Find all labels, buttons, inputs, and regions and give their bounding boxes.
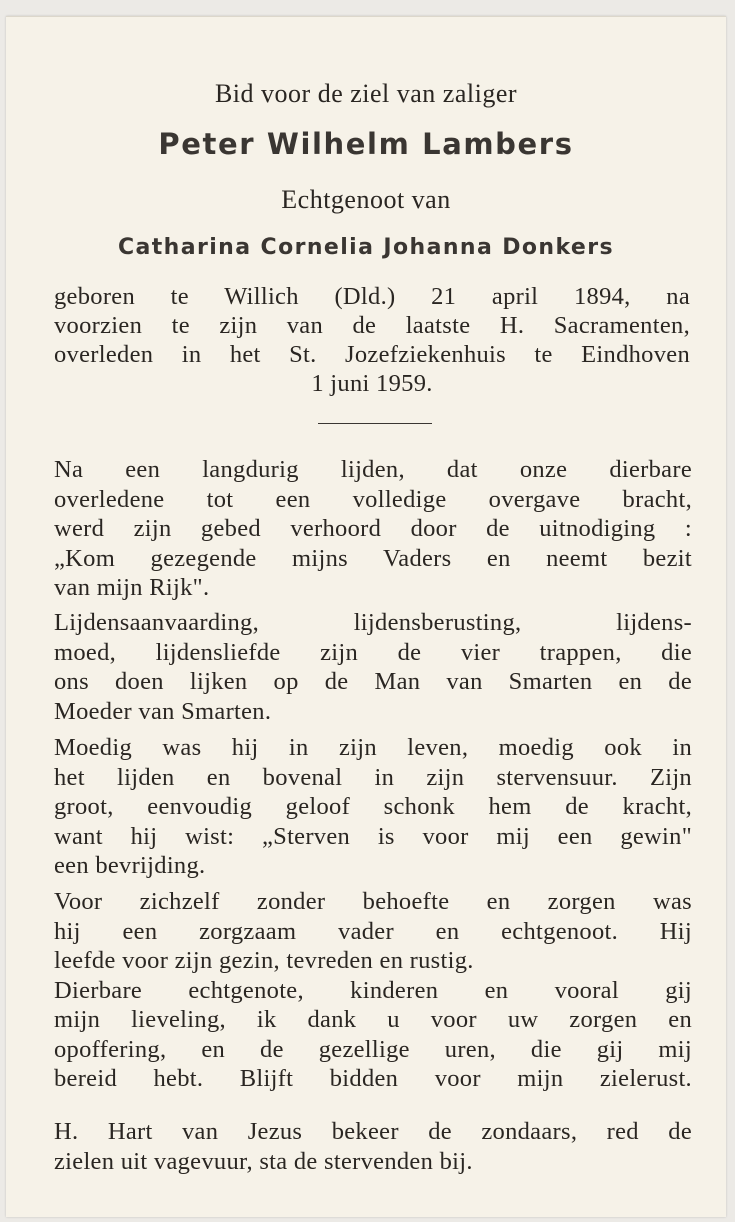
paragraph-line: „Kom gezegende mijns Vaders en neemt bezit (54, 544, 692, 572)
paragraph-line: H. Hart van Jezus bekeer de zondaars, red de (54, 1118, 692, 1145)
birth-line: overleden in het St. Jozefziekenhuis te Eindhoven (54, 341, 690, 368)
deceased-name: Peter Wilhelm Lambers (158, 127, 574, 161)
spouse-intro: Echtgenoot van (281, 185, 451, 214)
paragraph-4 (54, 887, 692, 1094)
paragraph-line: een bevrijding. (54, 852, 206, 879)
paragraph-line: Dierbare echtgenote, kinderen en vooral gij (54, 976, 692, 1004)
paragraph-line: want hij wist: „Sterven is voor mij een gewin" (54, 822, 692, 850)
paragraph-line: opoffering, en de gezellige uren, die gij mij (54, 1035, 692, 1063)
paragraph-2 (54, 608, 692, 726)
paragraph-3 (54, 733, 692, 881)
paragraph-line: het lijden en bovenal in zijn stervensuur. Zijn (54, 763, 692, 791)
paragraph-line: Na een langdurig lijden, dat onze dierbare (54, 456, 692, 483)
divider (318, 423, 432, 424)
birth-line: voorzien te zijn van de laatste H. Sacramenten, (54, 312, 690, 339)
paragraph-line: bereid hebt. Blijft bidden voor mijn zielerust. (54, 1065, 692, 1092)
paragraph-5 (54, 1117, 692, 1176)
paragraph-line: werd zijn gebed verhoord door de uitnodiging : (54, 515, 692, 542)
paragraph-line: overledene tot een volledige overgave bracht, (54, 485, 692, 513)
paragraph-line: zielen uit vagevuur, sta de stervenden bij. (54, 1147, 473, 1175)
memorial-card (6, 16, 726, 1217)
death-date-line: 1 juni 1959. (311, 370, 433, 397)
paragraph-line: van mijn Rijk". (54, 574, 210, 601)
paragraph-line: hij een zorgzaam vader en echtgenoot. Hij (54, 917, 692, 945)
intro-line: Bid voor de ziel van zaliger (214, 79, 518, 108)
paragraph-line: Moedig was hij in zijn leven, moedig ook in (54, 734, 692, 761)
paragraph-line: mijn lieveling, ik dank u voor uw zorgen en (54, 1006, 692, 1033)
paragraph-line: moed, lijdensliefde zijn de vier trappen, die (54, 638, 692, 666)
paragraph-1 (54, 455, 692, 603)
paragraph-line: leefde voor zijn gezin, tevreden en rustig. (54, 947, 474, 974)
paragraph-line: ons doen lijken op de Man van Smarten en de (54, 668, 692, 695)
paragraph-line: Voor zichzelf zonder behoefte en zorgen was (54, 888, 692, 915)
birth-line: geboren te Willich (Dld.) 21 april 1894, na (54, 283, 690, 310)
paragraph-line: Moeder van Smarten. (54, 697, 272, 725)
spouse-name: Catharina Cornelia Johanna Donkers (117, 235, 615, 260)
paragraph-line: groot, eenvoudig geloof schonk hem de kracht, (54, 793, 692, 820)
birth-death-block (54, 282, 690, 398)
paragraph-line: Lijdensaanvaarding, lijdensberusting, lijdens- (54, 609, 692, 636)
